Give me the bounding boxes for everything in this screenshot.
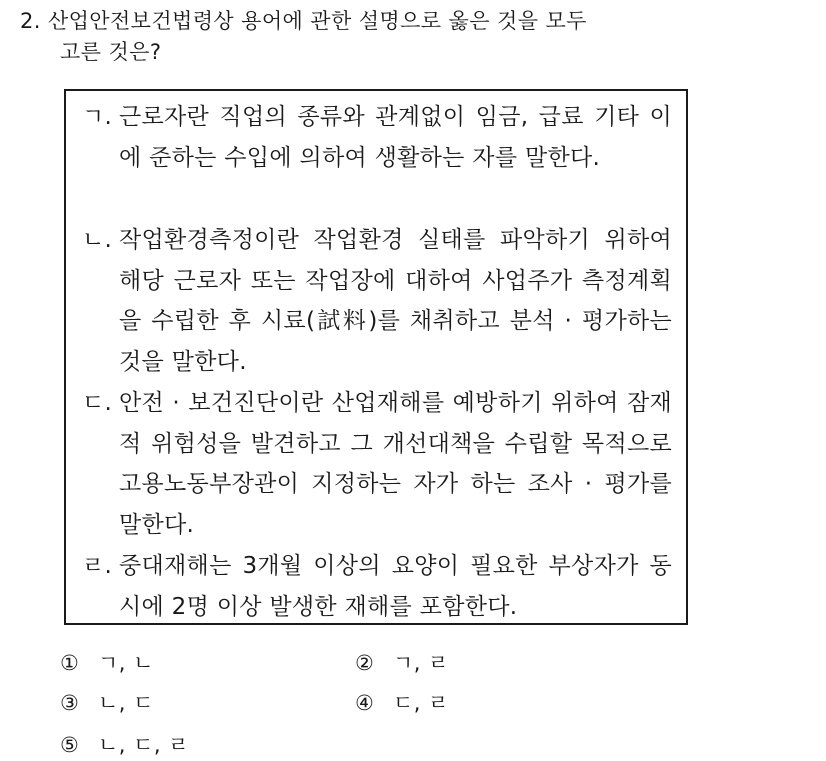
- statement-text: 안전 · 보건진단이란 산업재해를 예방하기 위하여 잠재적 위험성을 발견하고 그 개선대책을 수립할 목적으로 고용노동부장관이 지정하는 자가 하는 조사 · 평가를 말한다.: [119, 390, 672, 538]
- choice-label: ㄴ, ㄷ: [98, 691, 154, 715]
- choice-label: ㄴ, ㄷ, ㄹ: [98, 733, 190, 757]
- choice-number: ②: [355, 651, 375, 675]
- answer-choice-3[interactable]: [60, 688, 154, 718]
- statement-text: 작업환경측정이란 작업환경 실태를 파악하기 위하여 해당 근로자 또는 작업장에 대하여 사업주가 측정계획을 수립한 후 시료(試料)를 채취하고 분석 · 평가하는 것을 말한다.: [119, 227, 672, 375]
- statement-text: 중대재해는 3개월 이상의 요양이 필요한 부상자가 동시에 2명 이상 발생한 재해를 포함한다.: [119, 553, 672, 620]
- choice-label: ㄱ, ㄹ: [393, 651, 449, 675]
- choice-number: ①: [60, 651, 80, 675]
- question-text-line-2: 고른 것은?: [60, 40, 162, 64]
- statement-text: 근로자란 직업의 종류와 관계없이 임금, 급료 기타 이에 준하는 수입에 의하여 생활하는 자를 말한다.: [119, 104, 672, 171]
- answer-choice-5[interactable]: [60, 730, 189, 760]
- choice-label: ㄱ, ㄴ: [98, 651, 154, 675]
- statement-marker: ㄹ.: [82, 553, 113, 579]
- answer-choice-2[interactable]: [355, 648, 449, 678]
- question-text-line-1: 2. 산업안전보건법령상 용어에 관한 설명으로 옳은 것을 모두: [20, 9, 587, 33]
- statement-marker: ㄷ.: [82, 390, 113, 416]
- choice-label: ㄷ, ㄹ: [393, 691, 449, 715]
- answer-choice-1[interactable]: [60, 648, 154, 678]
- statement-marker: ㄱ.: [82, 104, 113, 130]
- choice-number: ④: [355, 691, 375, 715]
- choice-number: ③: [60, 691, 80, 715]
- answer-choice-4[interactable]: [355, 688, 449, 718]
- statement-marker: ㄴ.: [82, 227, 113, 253]
- choice-number: ⑤: [60, 733, 80, 757]
